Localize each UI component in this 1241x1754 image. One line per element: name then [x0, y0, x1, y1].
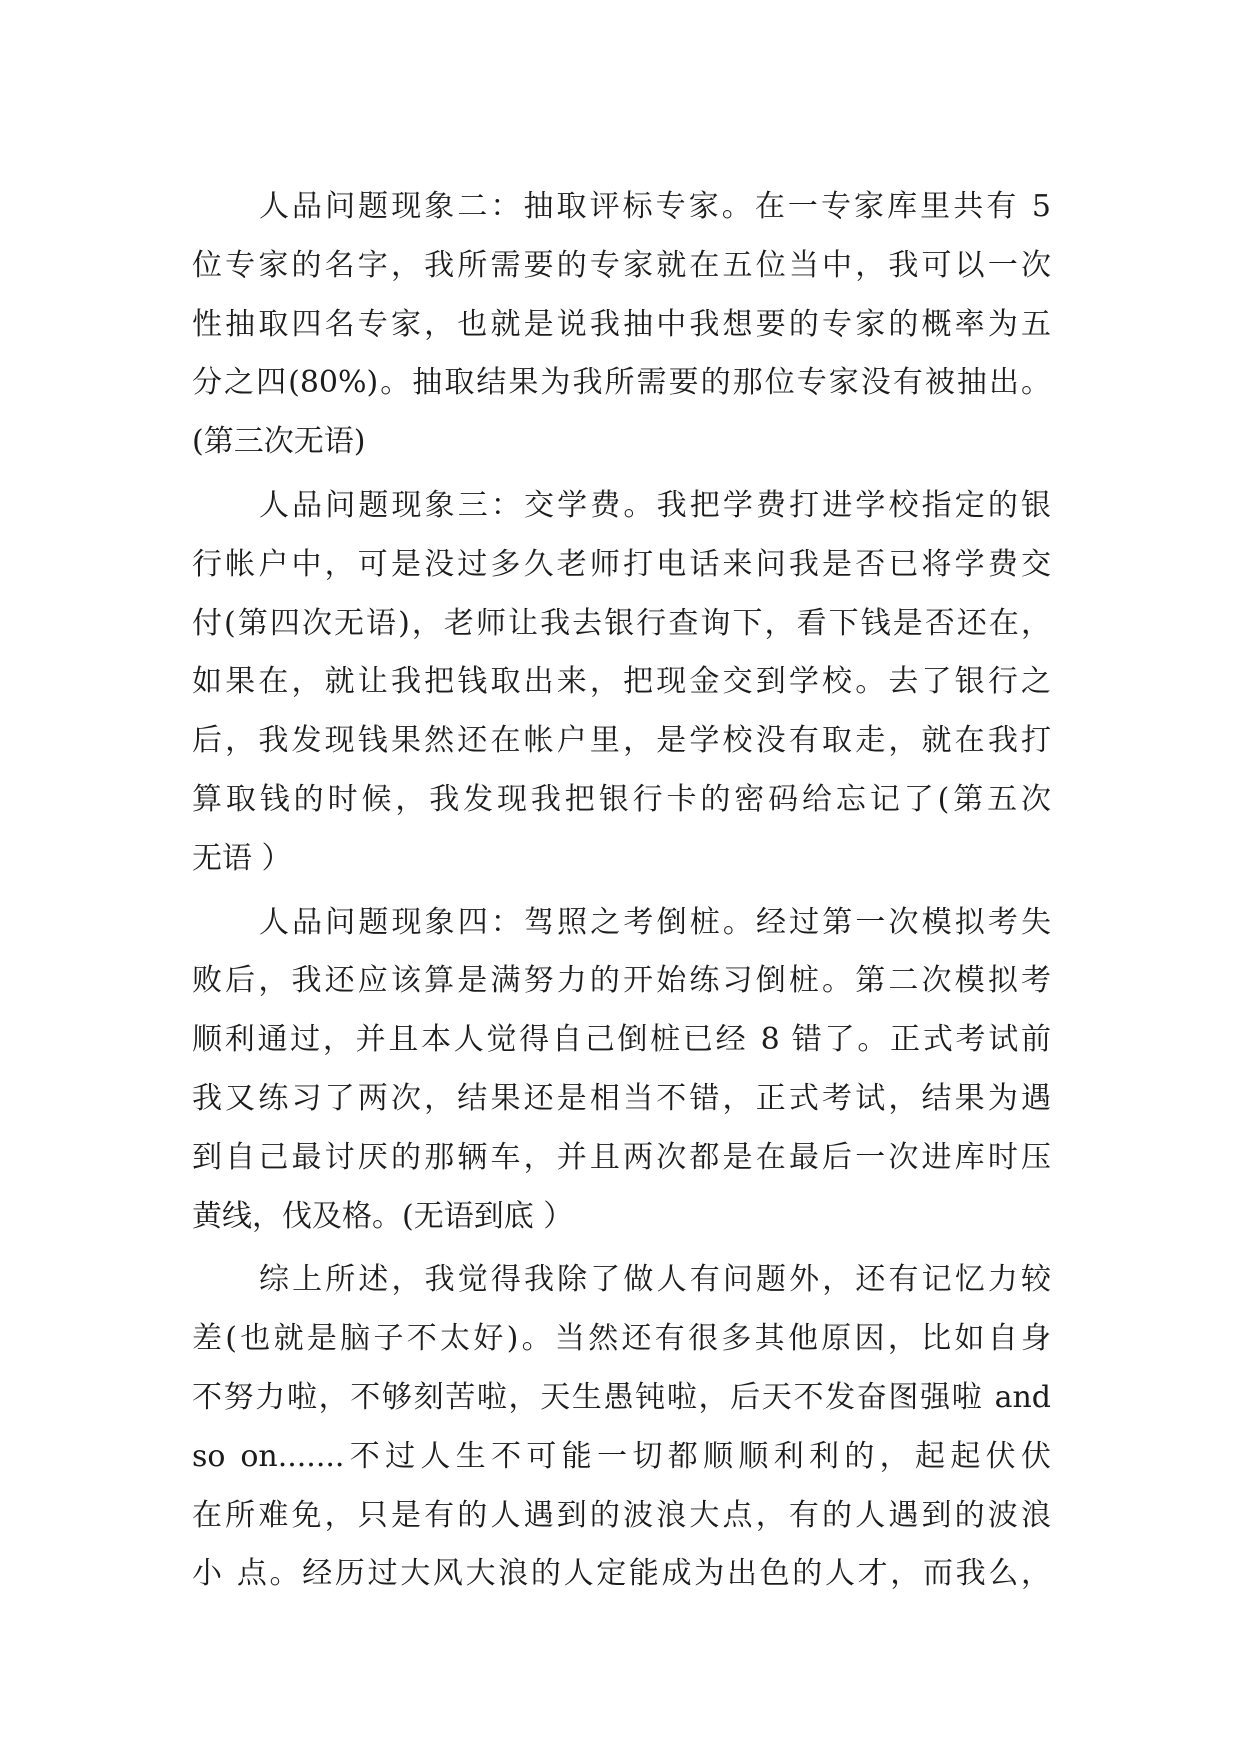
- text-line: 无语 ）: [192, 840, 292, 876]
- text-line: 差(也就是脑子不太好)。当然还有很多其他原因，比如自身: [192, 1321, 1051, 1357]
- paragraph-tuition: [192, 477, 1051, 889]
- text-line: 顺利通过，并且本人觉得自己倒桩已经 8 错了。正式考试前: [192, 1022, 1051, 1058]
- text-line: 后，我发现钱果然还在帐户里，是学校没有取走，就在我打: [192, 723, 1051, 759]
- paragraph-driving-test: [192, 894, 1051, 1247]
- text-line: 不努力啦，不够刻苦啦，天生愚钝啦，后天不发奋图强啦 and: [192, 1379, 1051, 1415]
- text-line: 我又练习了两次，结果还是相当不错，正式考试，结果为遇: [192, 1080, 1051, 1116]
- text-line: 败后，我还应该算是满努力的开始练习倒桩。第二次模拟考: [192, 963, 1051, 999]
- text-line: 在所难免，只是有的人遇到的波浪大点，有的人遇到的波浪: [192, 1497, 1051, 1533]
- text-line: (第三次无语): [192, 424, 366, 460]
- text-line: 小 点。经历过大风大浪的人定能成为出色的人才，而我么，: [192, 1556, 1051, 1592]
- text-line: 付(第四次无语)，老师让我去银行查询下，看下钱是否还在，: [192, 605, 1051, 641]
- text-line: 人品问题现象二：抽取评标专家。在一专家库里共有 5: [259, 189, 1051, 224]
- text-line: 行帐户中，可是没过多久老师打电话来问我是否已将学费交: [192, 546, 1051, 582]
- text-line: so on.......不过人生不可能一切都顺顺利利的，起起伏伏: [192, 1438, 1051, 1474]
- document-body: [192, 178, 1051, 1604]
- text-line: 性抽取四名专家，也就是说我抽中我想要的专家的概率为五: [192, 306, 1051, 342]
- text-line: 黄线，伐及格。(无语到底 ）: [192, 1198, 574, 1234]
- text-line: 分之四(80%)。抽取结果为我所需要的那位专家没有被抽出。: [192, 365, 1051, 401]
- text-line: 如果在，就让我把钱取出来，把现金交到学校。去了银行之: [192, 664, 1051, 700]
- paragraph-expert-selection: [192, 178, 1051, 472]
- text-line: 人品问题现象三：交学费。我把学费打进学校指定的银: [259, 487, 1051, 523]
- paragraph-summary: [192, 1251, 1051, 1604]
- text-line: 到自己最讨厌的那辆车，并且两次都是在最后一次进库时压: [192, 1139, 1051, 1175]
- text-line: 人品问题现象四：驾照之考倒桩。经过第一次模拟考失: [259, 904, 1051, 940]
- text-line: 算取钱的时候，我发现我把银行卡的密码给忘记了(第五次: [192, 781, 1051, 817]
- text-line: 位专家的名字，我所需要的专家就在五位当中，我可以一次: [192, 247, 1051, 283]
- text-line: 综上所述，我觉得我除了做人有问题外，还有记忆力较: [259, 1262, 1051, 1298]
